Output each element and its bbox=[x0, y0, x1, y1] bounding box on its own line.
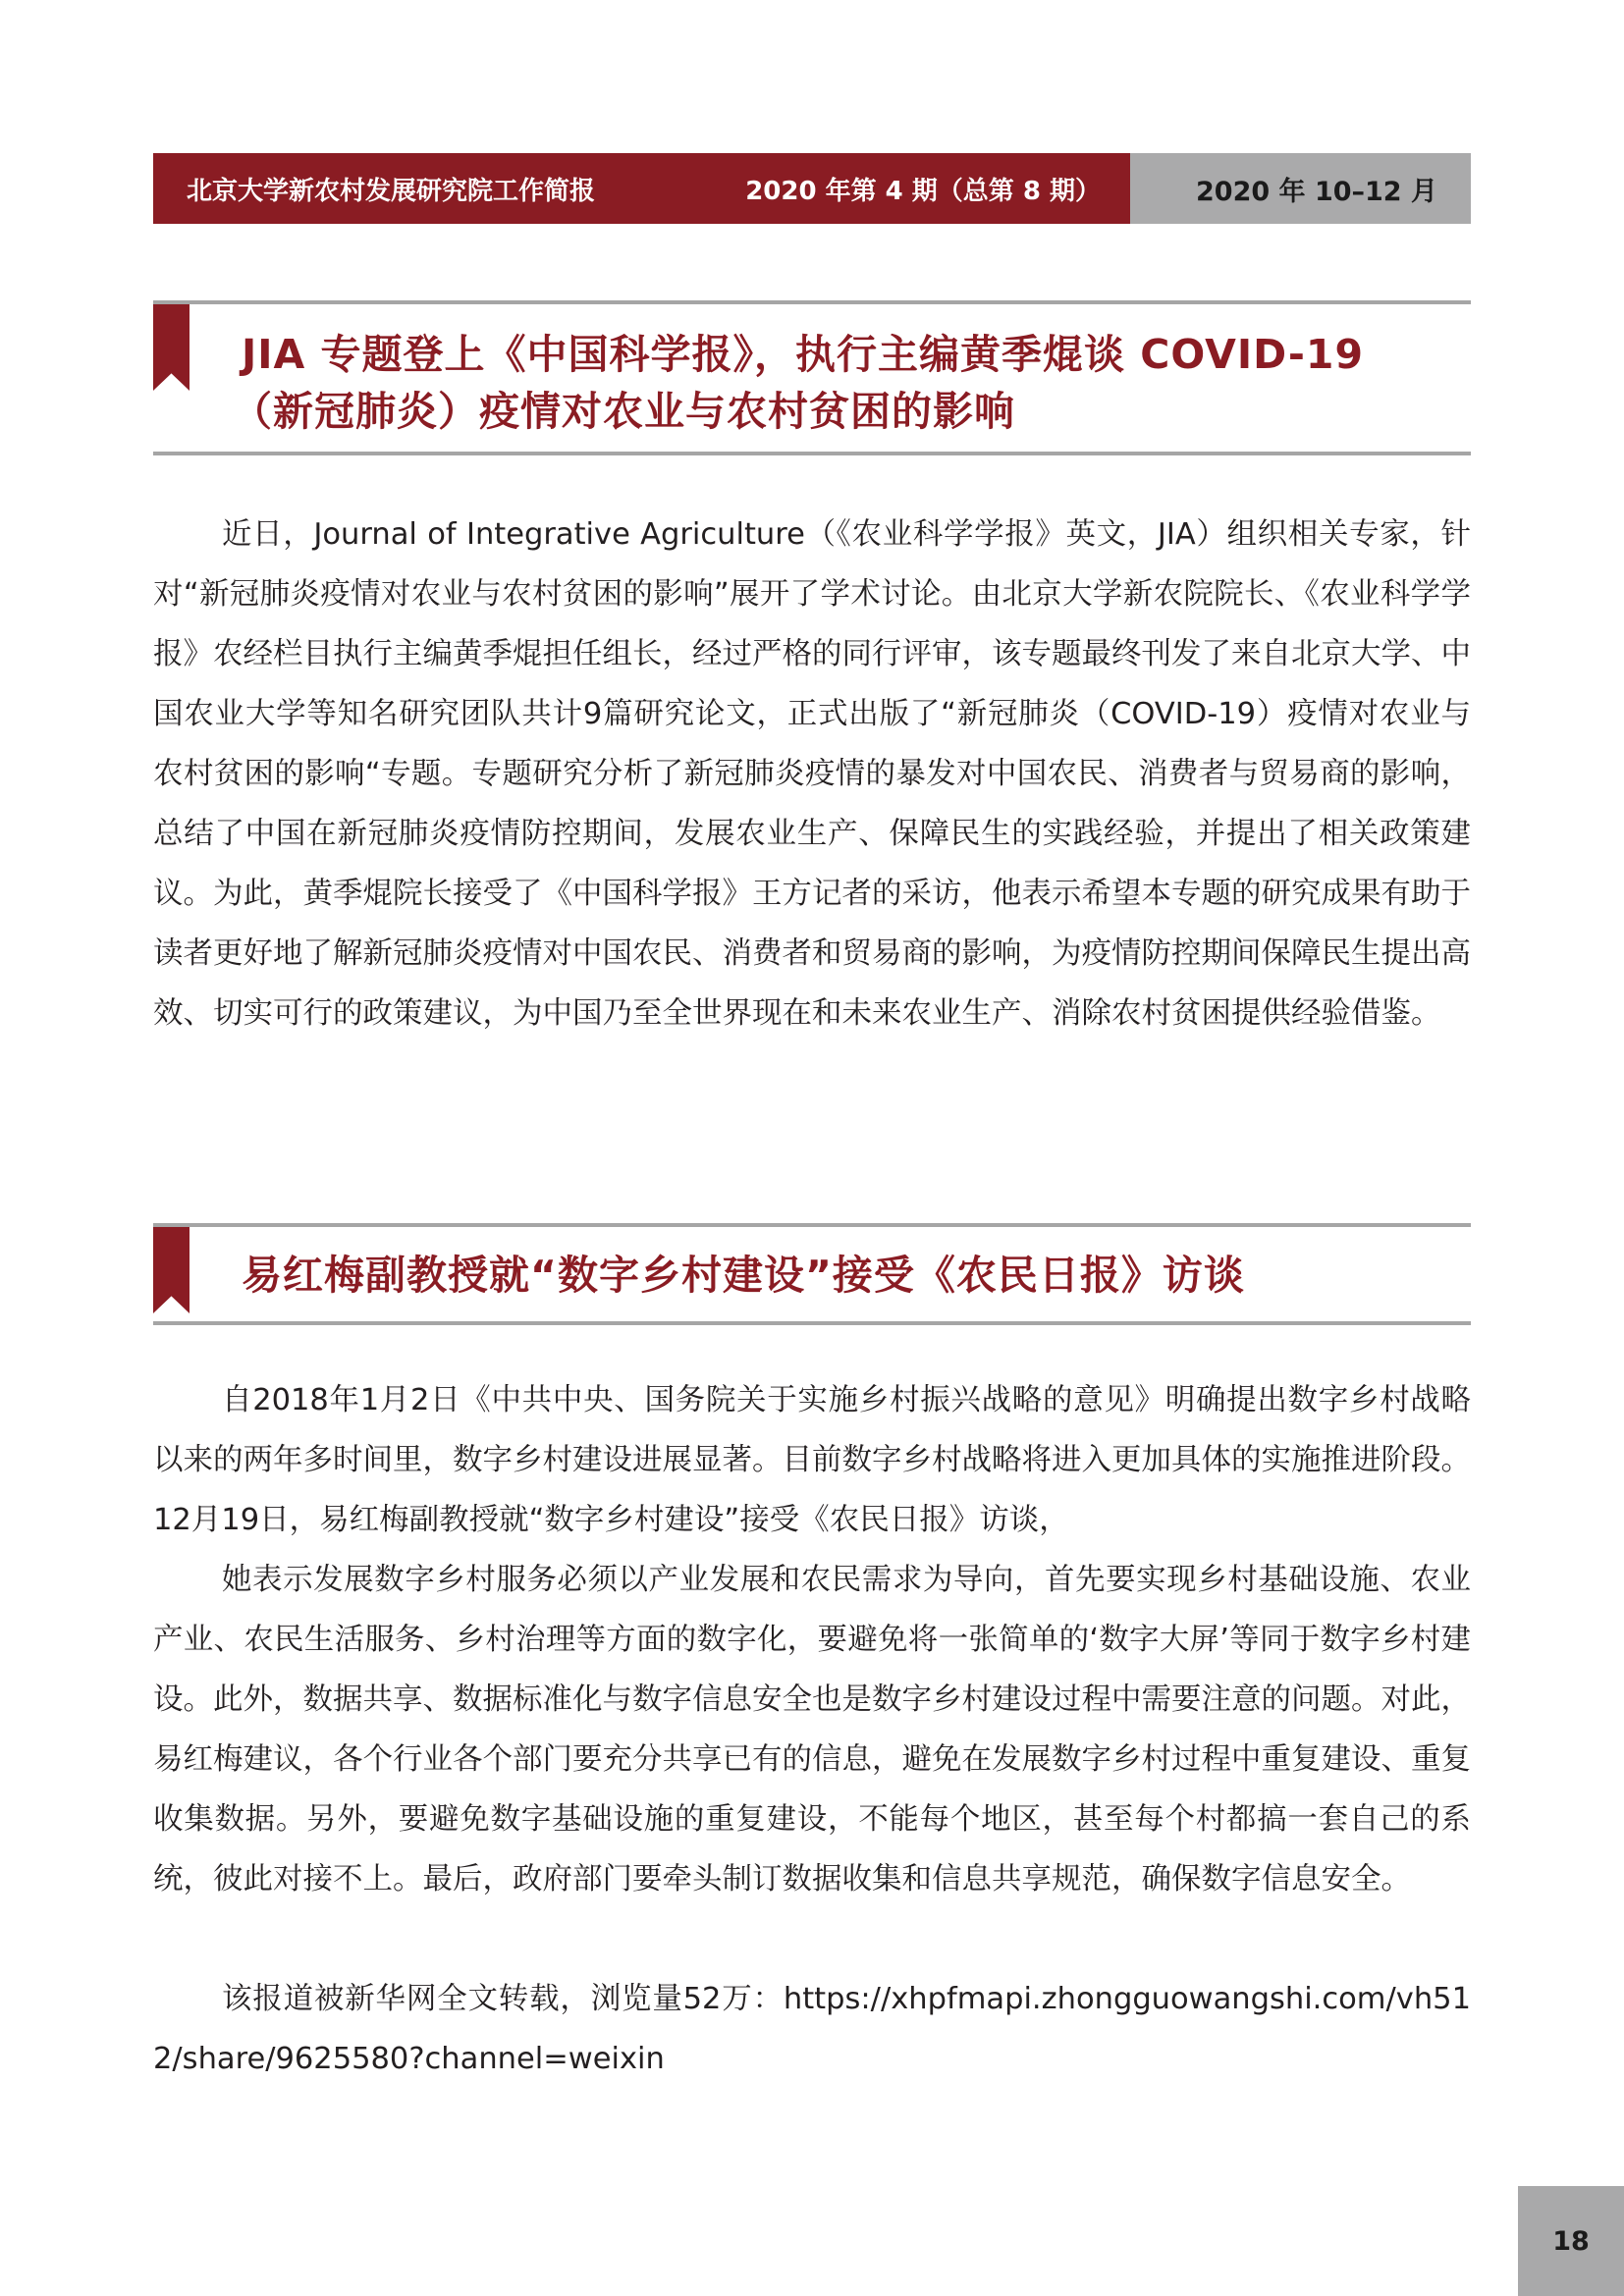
issue-number: 2020 年第 4 期（总第 8 期） bbox=[745, 176, 1101, 206]
section-2-heading bbox=[153, 1223, 1471, 1325]
section-2-paragraph-3: 该报道被新华网全文转载，浏览量52万：https://xhpfmapi.zhongguowangshi.com/vh512/share/9625580?channel=weixin bbox=[153, 1982, 1471, 2076]
running-header bbox=[153, 153, 1471, 224]
page-number: 18 bbox=[1518, 2186, 1624, 2296]
section-2-paragraph-2: 她表示发展数字乡村服务必须以产业发展和农民需求为导向，首先要实现乡村基础设施、农业产业、农民生活服务、乡村治理等方面的数字化，要避免将一张简单的‘数字大屏’等同于数字乡村建设。此外，数据共享、数据标准化与数字信息安全也是数字乡村建设过程中需要注意的问题。对此，易红梅建议，各个行业各个部门要充分共享已有的信息，避免在发展数字乡村过程中重复建设、重复收集数据。另外，要避免数字基础设施的重复建设，不能每个地区，甚至每个村都搞一套自己的系统，彼此对接不上。最后，政府部门要牵头制订数据收集和信息共享规范，确保数字信息安全。 bbox=[153, 1563, 1471, 1896]
section-1-title-line-1: JIA 专题登上《中国科学报》，执行主编黄季焜谈 COVID-19 bbox=[242, 331, 1364, 378]
section-2-paragraph-1: 自2018年1月2日《中共中央、国务院关于实施乡村振兴战略的意见》明确提出数字乡村战略以来的两年多时间里，数字乡村建设进展显著。目前数字乡村战略将进入更加具体的实施推进阶段。12月19日，易红梅副教授就“数字乡村建设”接受《农民日报》访谈， bbox=[153, 1383, 1471, 1537]
section-2-title: 易红梅副教授就“数字乡村建设”接受《农民日报》访谈 bbox=[242, 1252, 1245, 1299]
issue-date: 2020 年 10–12 月 bbox=[1196, 176, 1437, 207]
bookmark-flag-icon bbox=[153, 304, 189, 391]
section-1-paragraph: 近日，Journal of Integrative Agriculture（《农业科学学报》英文，JIA）组织相关专家，针对“新冠肺炎疫情对农业与农村贫困的影响”展开了学术讨论。由北京大学新农院院长、《农业科学学报》农经栏目执行主编黄季焜担任组长，经过严格的同行评审，该专题最终刊发了来自北京大学、中国农业大学等知名研究团队共计9篇研究论文，正式出版了“新冠肺炎（COVID-19）疫情对农业与农村贫困的影响“专题。专题研究分析了新冠肺炎疫情的暴发对中国农民、消费者与贸易商的影响，总结了中国在新冠肺炎疫情防控期间，发展农业生产、保障民生的实践经验，并提出了相关政策建议。为此，黄季焜院长接受了《中国科学报》王方记者的采访，他表示希望本专题的研究成果有助于读者更好地了解新冠肺炎疫情对中国农民、消费者和贸易商的影响，为疫情防控期间保障民生提出高效、切实可行的政策建议，为中国乃至全世界现在和未来农业生产、消除农村贫困提供经验借鉴。 bbox=[153, 517, 1471, 1031]
header-gray-band bbox=[1130, 153, 1471, 224]
section-1-heading bbox=[153, 300, 1471, 455]
publication-name: 北京大学新农村发展研究院工作简报 bbox=[187, 176, 596, 206]
section-1-title-line-2: （新冠肺炎）疫情对农业与农村贫困的影响 bbox=[232, 388, 1015, 435]
bookmark-flag-icon bbox=[153, 1227, 189, 1313]
header-red-band bbox=[153, 153, 1130, 224]
